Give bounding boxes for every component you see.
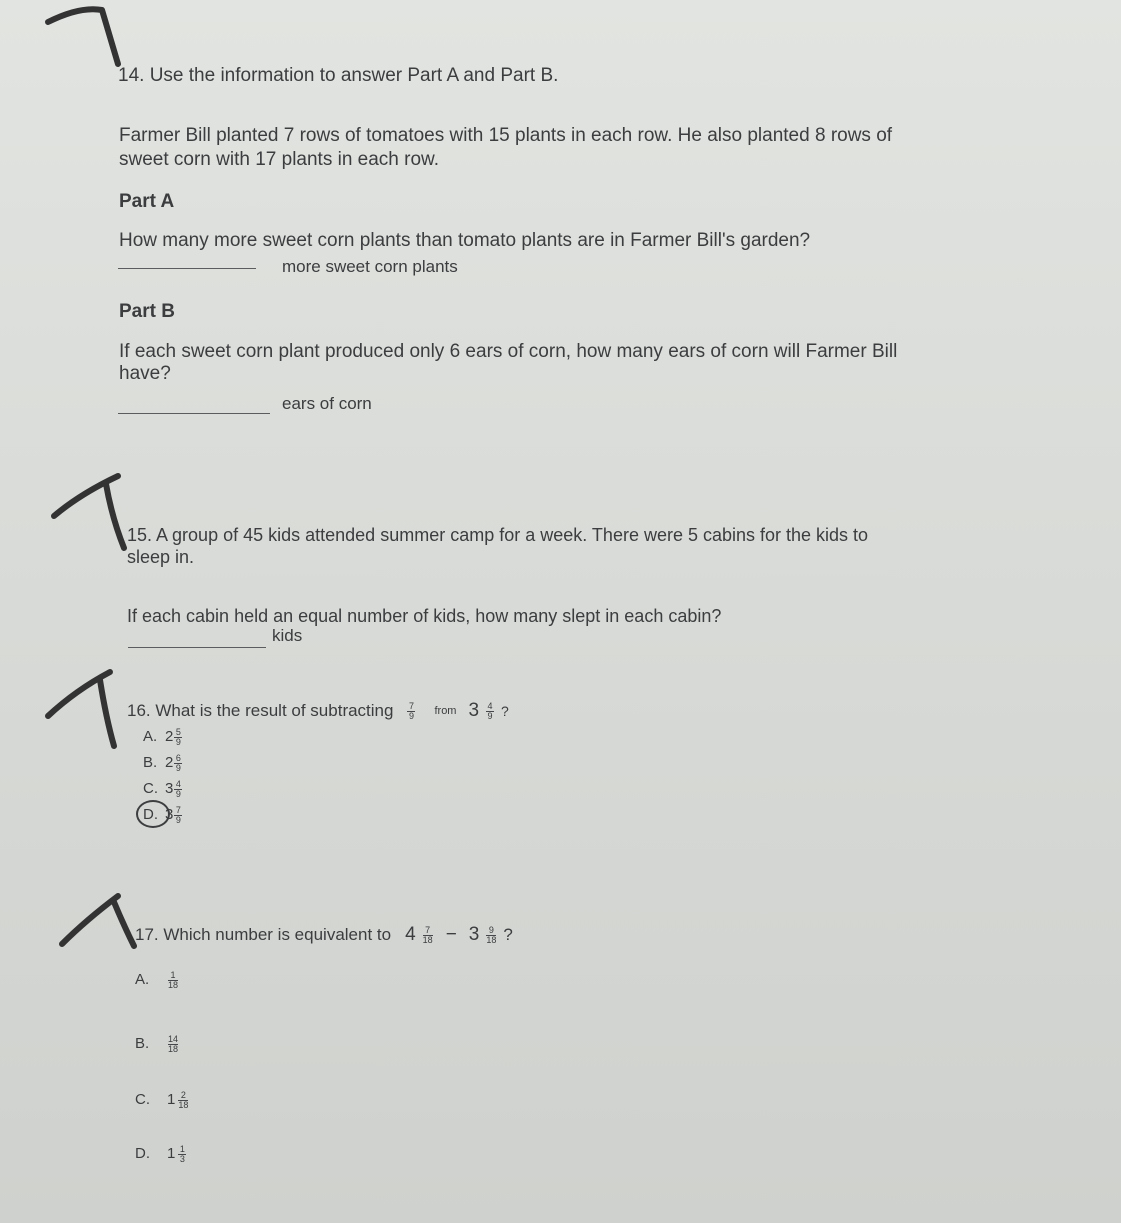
question-mark: ?	[501, 703, 509, 719]
fraction	[423, 926, 433, 945]
question-14-body: sweet corn with 17 plants in each row.	[119, 149, 440, 170]
option-letter: C.	[135, 1091, 150, 1108]
option-letter: C.	[143, 780, 158, 797]
option-letter: B.	[143, 754, 158, 771]
fraction	[174, 754, 182, 773]
question-15-text: 15. A group of 45 kids attended summer camp for a week. There were 5 cabins for the kids to	[127, 525, 869, 545]
fraction	[486, 926, 496, 945]
numerator: 4	[175, 778, 181, 789]
option-whole: 1	[167, 1145, 176, 1162]
numerator: 14	[168, 1033, 179, 1044]
option-whole: 3	[165, 780, 174, 797]
part-a-label: Part A	[119, 191, 175, 212]
mixed-number-whole: 3	[468, 924, 480, 945]
mixed-number-whole: 4	[405, 924, 416, 945]
part-b-question: If each sweet corn plant produced only 6 ears of corn, how many ears of corn will Farmer Bill	[119, 341, 898, 362]
denominator: 9	[175, 788, 181, 799]
option-c[interactable]	[135, 1090, 189, 1110]
option-d[interactable]	[135, 1144, 187, 1164]
fraction	[174, 780, 182, 799]
numerator: 9	[488, 924, 494, 935]
option-letter: A.	[143, 728, 158, 745]
option-whole: 2	[165, 754, 174, 771]
numerator: 5	[175, 726, 181, 737]
part-b-answer-blank[interactable]	[118, 401, 270, 419]
numerator: 6	[175, 752, 181, 763]
numerator: 4	[487, 700, 493, 711]
fraction	[407, 702, 415, 721]
check-mark-icon	[52, 882, 142, 962]
denominator: 18	[486, 934, 497, 945]
check-mark-icon	[46, 462, 136, 552]
denominator: 18	[422, 934, 433, 945]
question-17-prompt	[135, 924, 513, 946]
from-text: from	[434, 705, 457, 717]
denominator: 18	[178, 1099, 189, 1110]
part-b-question: have?	[119, 363, 171, 384]
fraction	[486, 702, 494, 721]
fraction	[174, 728, 182, 747]
numerator: 1	[170, 969, 176, 980]
part-a-answer-blank[interactable]	[118, 256, 256, 274]
numerator: 7	[175, 804, 181, 815]
option-b[interactable]	[143, 750, 183, 776]
option-whole: 2	[165, 728, 174, 745]
question-mark: ?	[503, 925, 513, 944]
numerator: 7	[408, 700, 414, 711]
option-letter: A.	[135, 971, 150, 988]
denominator: 9	[175, 814, 181, 825]
question-17-number-text: 17. Which number is equivalent to	[135, 925, 392, 944]
question-16-number-text: 16. What is the result of subtracting	[127, 701, 394, 720]
fraction	[178, 1091, 188, 1110]
option-letter: B.	[135, 1035, 150, 1052]
question-15-answer-label: kids	[272, 626, 303, 645]
fraction	[174, 806, 182, 825]
question-16-prompt	[127, 700, 509, 722]
option-letter: D.	[135, 1145, 150, 1162]
numerator: 1	[179, 1143, 185, 1154]
part-b-answer-label: ears of corn	[282, 394, 372, 413]
numerator: 7	[425, 924, 431, 935]
denominator: 9	[487, 710, 493, 721]
answer-circle-icon	[136, 800, 170, 828]
denominator: 3	[179, 1153, 185, 1164]
question-15-question: If each cabin held an equal number of kids, how many slept in each cabin?	[127, 606, 722, 626]
option-b[interactable]	[135, 1034, 179, 1054]
fraction	[168, 1035, 178, 1054]
denominator: 9	[408, 710, 414, 721]
option-c[interactable]	[143, 776, 183, 802]
check-mark-icon	[40, 0, 140, 70]
question-14-heading: 14. Use the information to answer Part A and Part B.	[118, 65, 559, 86]
question-14-body: Farmer Bill planted 7 rows of tomatoes with 15 plants in each row. He also planted 8 rows of	[119, 125, 893, 146]
check-mark-icon	[40, 660, 130, 750]
option-a[interactable]	[135, 970, 179, 990]
numerator: 2	[180, 1089, 186, 1100]
denominator: 9	[175, 736, 181, 747]
denominator: 18	[168, 979, 179, 990]
part-a-question: How many more sweet corn plants than tomato plants are in Farmer Bill's garden?	[119, 230, 811, 251]
part-a-answer-label: more sweet corn plants	[282, 257, 458, 276]
option-letter: D.	[143, 806, 158, 823]
fraction	[168, 971, 178, 990]
option-whole: 3	[165, 806, 174, 823]
part-b-label: Part B	[119, 301, 175, 322]
question-15-text: sleep in.	[127, 547, 195, 567]
option-a[interactable]	[143, 724, 183, 750]
minus-sign: −	[445, 924, 457, 945]
question-15-answer-blank[interactable]	[128, 635, 266, 653]
denominator: 18	[168, 1043, 179, 1054]
mixed-number-whole: 3	[468, 700, 480, 721]
denominator: 9	[175, 762, 181, 773]
fraction	[178, 1145, 186, 1164]
option-whole: 1	[167, 1091, 176, 1108]
